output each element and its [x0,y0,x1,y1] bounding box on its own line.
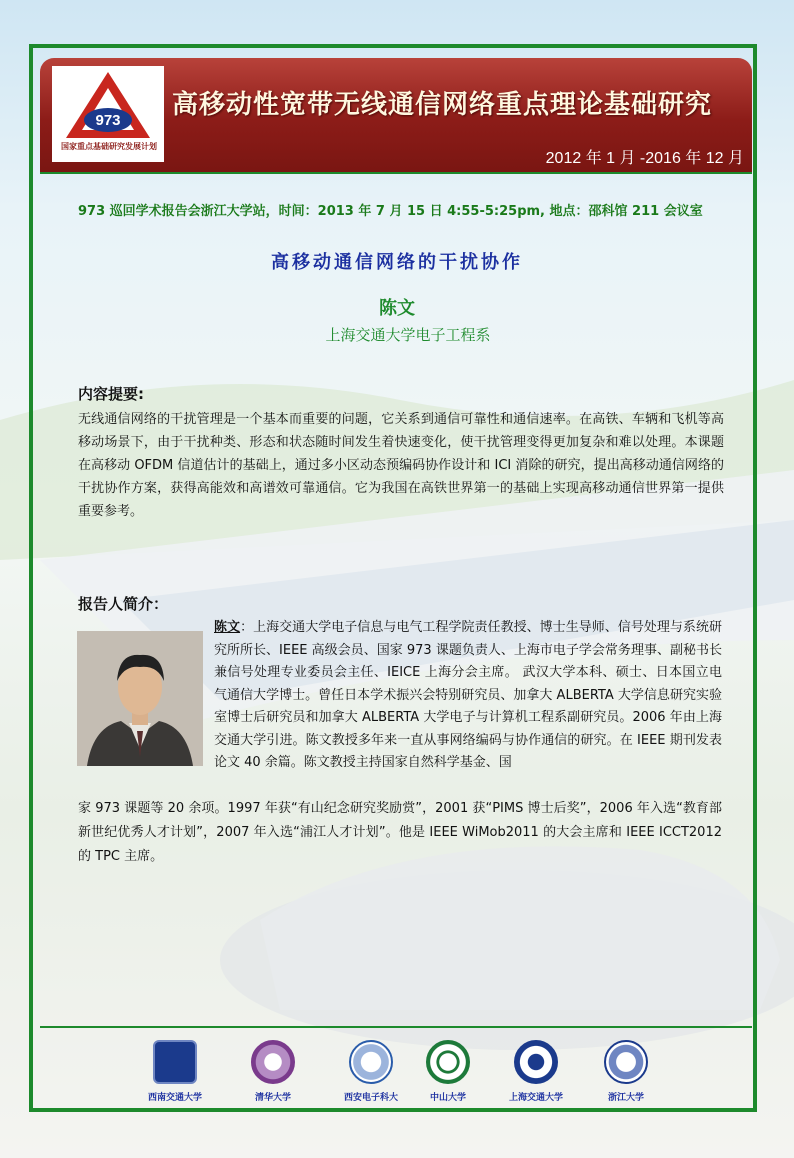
bio-text-top-body: ：上海交通大学电子信息与电气工程学院责任教授、博士生导师、信号处理与系统研究所所长、IEEE 高级会员、国家 973 课题负责人、上海市电子学会常务理事、副秘书长兼信号处理专业委员会主任、IEICE 上海分会主席。 武汉大学本科、硕士、日本国立电气通信大学博士。曾任日本学术振兴会特别研究员、加拿大 ALBERTA 大学信息研究实验室博士后研究员和加拿大 ALBERTA 大学电子与计算机工程系副研究员。2006 年由上海交通大学引进。陈文教授多年来一直从事网络编码与协作通信的研究。在 IEEE 期刊发表论文 40 余篇。陈文教授主持国家自然科学基金、国 [214,620,722,770]
bio-speaker-name: 陈文 [214,620,241,635]
bio-heading: 报告人简介： [78,595,169,613]
speaker-photo [77,631,203,766]
university-xjtu [130,1040,220,1103]
bio-text-bottom: 家 973 课题等 20 余项。1997 年获“有山纪念研究奖励赏”，2001 获“PIMS 博士后奖”，2006 年入选“教育部新世纪优秀人才计划”，2007 年入选“浦江人才计划”。他是 IEEE WiMob2011 的大会主席和 IEEE ICCT2012 的 TPC 主席。 [78,801,722,864]
logo-caption: 国家重点基础研究发展计划 [61,142,157,151]
logo-number: 973 [95,112,121,129]
university-label: 清华大学 [254,1093,291,1103]
university-label: 西安电子科大 [343,1093,398,1103]
seal-emblem-icon [251,1040,295,1084]
abstract-text: 无线通信网络的干扰管理是一个基本而重要的问题，它关系到通信可靠性和通信速率。在高铁、车辆和飞机等高移动场景下，由于干扰种类、形态和状态随时间发生着快速变化，使干扰管理变得更加复杂和难以处理。本课题在高移动 OFDM 信道估计的基础上，通过多小区动态预编码协作设计和 ICI 消除的研究，提出高移动通信网络的干扰协作方案，获得高能效和高谱效可靠通信。它为我国在高铁世界第一的基础上实现高移动通信世界第一提供重要参考。 [78,412,724,519]
university-label: 浙江大学 [607,1093,644,1103]
speaker-affiliation: 上海交通大学电子工程系 [325,326,491,344]
banner-title: 高移动性宽带无线通信网络重点理论基础研究 [172,90,713,120]
bio-text-top [214,617,722,775]
seal-emblem-icon [349,1040,393,1084]
university-label: 西南交通大学 [147,1093,202,1103]
abstract-heading: 内容提要: [78,385,144,403]
seal-emblem-icon [426,1040,470,1084]
university-label: 中山大学 [429,1093,466,1103]
event-info: 973 巡回学术报告会浙江大学站，时间：2013 年 7 月 15 日 4:55-5:25pm, 地点：邵科馆 211 会议室 [78,204,703,219]
banner-dates: 2012 年 1 月 -2016 年 12 月 [545,150,744,167]
seal-emblem-icon [604,1040,648,1084]
university-tsinghua [228,1040,318,1103]
portrait-icon [77,631,203,766]
talk-title: 高移动通信网络的干扰协作 [271,252,523,273]
university-label: 上海交通大学 [508,1093,563,1103]
seal-emblem-icon [514,1040,558,1084]
header-divider [40,172,752,174]
university-sysu [403,1040,493,1103]
shield-emblem-icon [153,1040,197,1084]
footer-divider [40,1026,752,1028]
university-zju [581,1040,671,1103]
university-sjtu [491,1040,581,1103]
speaker-name: 陈文 [379,298,415,319]
